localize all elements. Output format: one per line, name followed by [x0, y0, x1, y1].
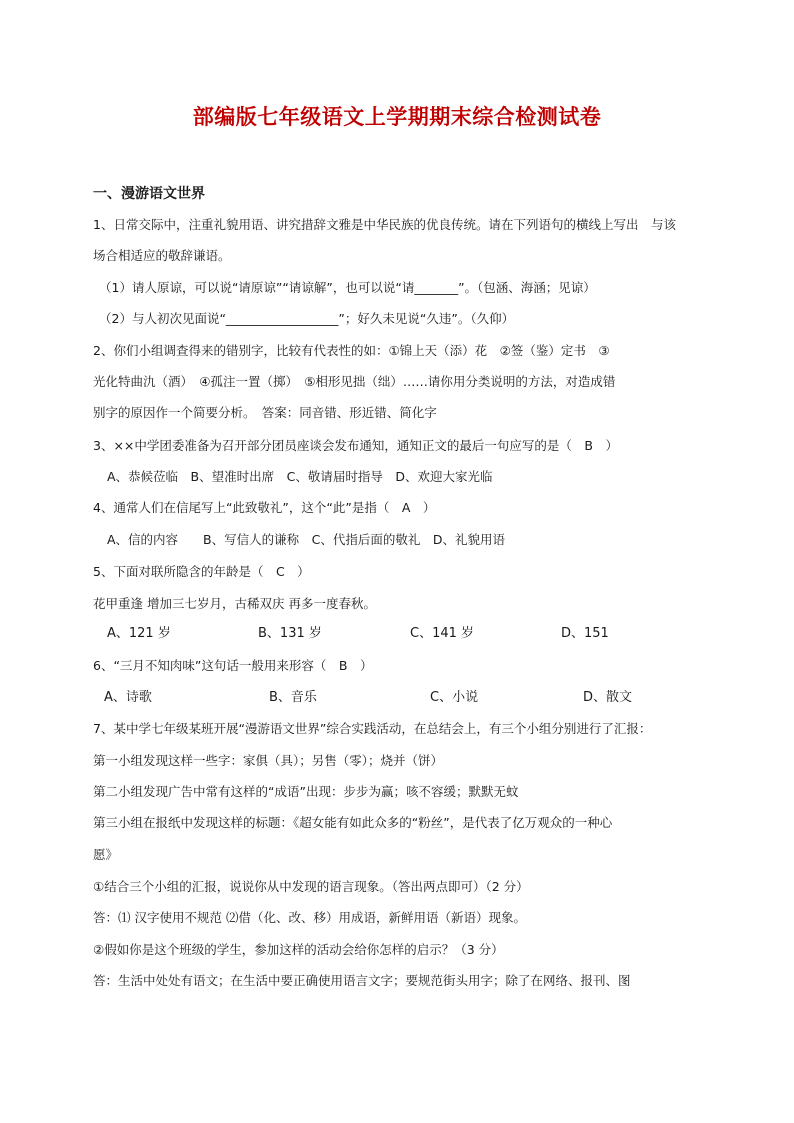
question-5-text: 5、下面对联所隐含的年龄是（ C ）: [93, 564, 310, 579]
question-1-text-cont: 场合相适应的敬辞谦语。: [93, 248, 231, 263]
question-7-sub-1: ①结合三个小组的汇报，说说你从中发现的语言现象。（答出两点即可）（2 分）: [93, 879, 529, 894]
question-2-text-cont: 光化特曲氿（酒） ④孤注一置（掷） ⑤相形见拙（绌）……请你用分类说明的方法，对造成错: [93, 374, 616, 389]
question-5-option-b: B、131 岁: [258, 626, 322, 641]
page-title: 部编版七年级语文上学期期末综合检测试卷: [192, 105, 602, 129]
question-5-option-a: A、121 岁: [107, 626, 171, 641]
question-3-options: A、恭候莅临 B、望准时出席 C、敬请届时指导 D、欢迎大家光临: [107, 469, 493, 484]
question-6-text: 6、“三月不知肉味”这句话一般用来形容（ B ）: [93, 658, 373, 673]
question-6-option-a: A、诗歌: [104, 690, 152, 705]
question-3-text: 3、××中学团委准备为召开部分团员座谈会发布通知，通知正文的最后一句应写的是（ B ）: [93, 438, 618, 453]
question-2-answer: 别字的原因作一个简要分析。 答案：同音错、形近错、简化字: [93, 405, 437, 420]
question-7-group-3-cont: 愿》: [93, 847, 119, 862]
question-2-text: 2、你们小组调查得来的错别字，比较有代表性的如：①锦上天（添）花 ②签（鉴）定书 ③: [93, 343, 610, 358]
question-1-sub-1: （1）请人原谅，可以说“请原谅”“请谅解”，也可以说“请_______”。（包涵、海涵；见谅）: [99, 280, 596, 295]
question-7-sub-2: ②假如你是这个班级的学生，参加这样的活动会给你怎样的启示？（3 分）: [93, 942, 504, 957]
question-5-option-d: D、151: [561, 626, 609, 641]
question-4-text: 4、通常人们在信尾写上“此致敬礼”，这个“此”是指（ A ）: [93, 500, 436, 515]
question-7-group-3: 第三小组在报纸中发现这样的标题：《超女能有如此众多的“粉丝”，是代表了亿万观众的一种心: [93, 815, 613, 830]
question-7-group-2: 第二小组发现广告中常有这样的“成语”出现：步步为赢；咳不容缓；默默无蚊: [93, 784, 519, 799]
question-7-text: 7、某中学七年级某班开展“漫游语文世界”综合实践活动，在总结会上，有三个小组分别进行了汇报：: [93, 721, 652, 736]
question-1-sub-2: （2）与人初次见面说“__________________”；好久未见说“久违”。（久仰）: [99, 311, 515, 326]
section-heading: 一、漫游语文世界: [93, 186, 205, 202]
question-7-group-1: 第一小组发现这样一些字：家俱（具）；另售（零）；烧并（饼）: [93, 753, 444, 768]
question-6-option-b: B、音乐: [269, 690, 317, 705]
question-6-option-d: D、散文: [583, 690, 633, 705]
question-6-option-c: C、小说: [430, 690, 479, 705]
question-5-couplet: 花甲重逢 增加三七岁月，古稀双庆 再多一度春秋。: [93, 596, 376, 611]
question-4-options: A、信的内容 B、写信人的谦称 C、代指后面的敬礼 D、礼貌用语: [107, 532, 505, 547]
question-7-answer-1: 答：⑴ 汉字使用不规范 ⑵借（化、改、移）用成语，新鲜用语（新语）现象。: [93, 910, 526, 925]
question-7-answer-2: 答：生活中处处有语文；在生活中要正确使用语言文字；要规范街头用字；除了在网络、报刊、图: [93, 973, 631, 988]
question-5-option-c: C、141 岁: [410, 626, 475, 641]
question-1-text: 1、日常交际中，注重礼貌用语、讲究措辞文雅是中华民族的优良传统。请在下列语句的横线上写出 与该: [93, 217, 676, 232]
